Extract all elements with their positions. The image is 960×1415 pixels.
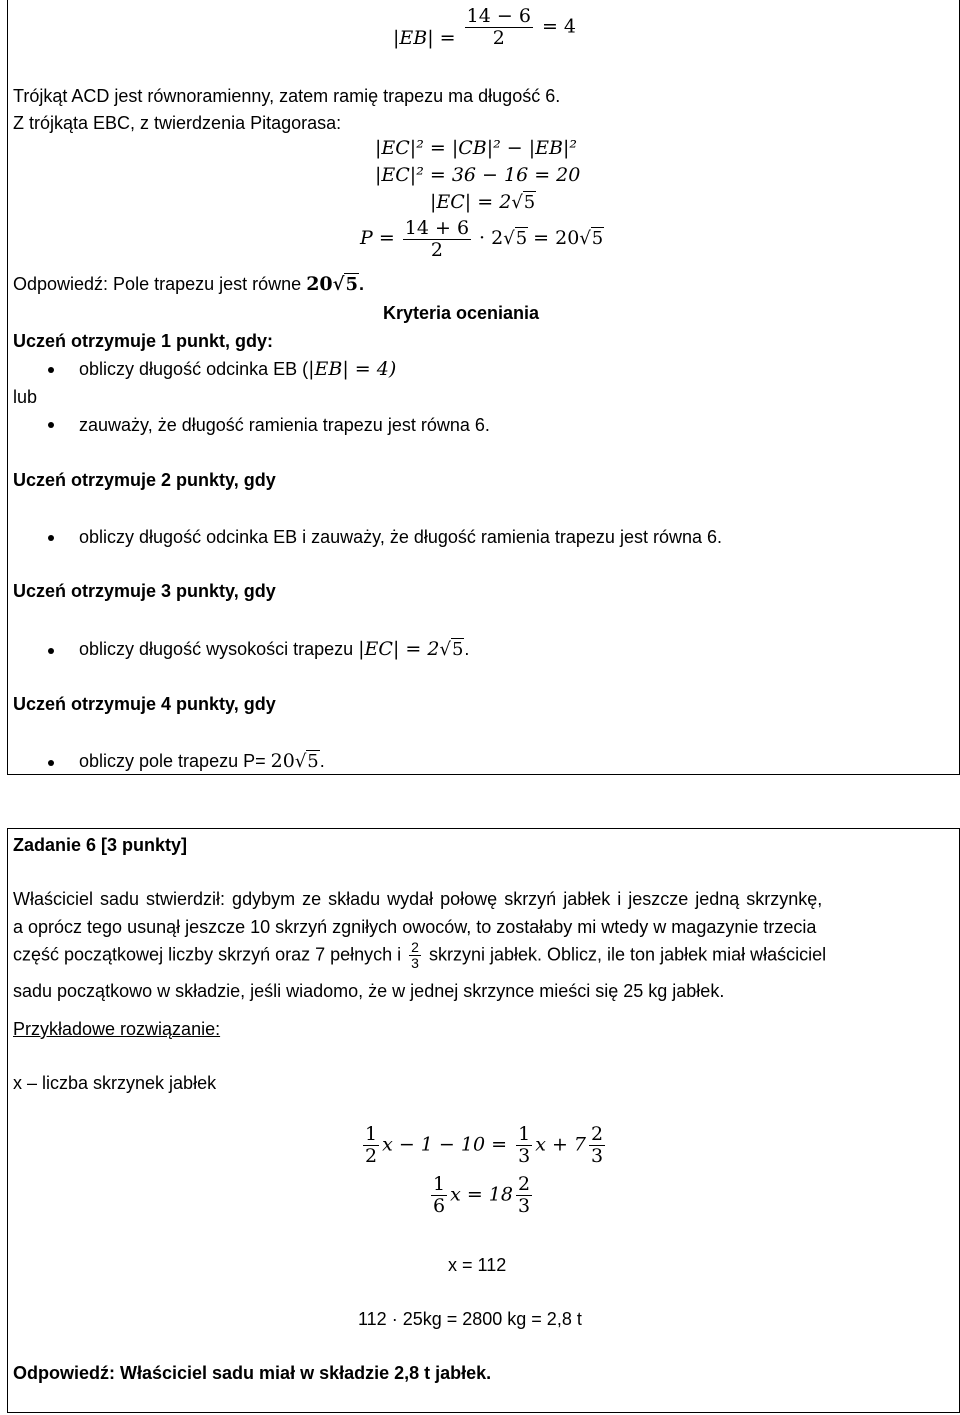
- task-line-3b: skrzyni jabłek. Oblicz, ile ton jabłek miał właściciel: [428, 944, 827, 965]
- criteria-4-item-1-text: obliczy pole trapezu P=: [79, 751, 266, 771]
- equation-a-middle-2: x + 7: [535, 1133, 586, 1156]
- criteria-3-item-1-text: obliczy długość wysokości trapezu: [79, 639, 354, 659]
- fraction-den: 3: [518, 1194, 531, 1217]
- sqrt-symbol: √5: [294, 751, 319, 772]
- criteria-1-or: lub: [13, 387, 38, 407]
- criteria-3-item-1: [79, 640, 469, 659]
- bullet: [48, 648, 54, 654]
- area-fraction-num: 14 + 6: [404, 217, 470, 239]
- area-result: = 20: [533, 227, 580, 250]
- criteria-4-item-1: [79, 752, 325, 771]
- bullet: [48, 760, 54, 766]
- criteria-1-item-2: zauważy, że długość ramienia trapezu jest równa 6.: [79, 415, 490, 435]
- area-equation: [360, 218, 604, 261]
- equation-b: [428, 1174, 535, 1217]
- criteria-3-dot: .: [464, 639, 470, 659]
- eb-fraction: [465, 6, 533, 49]
- two-thirds-fraction: [409, 940, 421, 972]
- final-calculation: 112 · 25kg = 2800 kg = 2,8 t: [358, 1309, 582, 1329]
- task-answer: Odpowiedź: Właściciel sadu miał w składzie 2,8 t jabłek.: [13, 1363, 492, 1383]
- ec-value: [430, 193, 536, 212]
- fraction: [516, 1124, 532, 1167]
- isosceles-statement: Trójkąt ACD jest równoramienny, zatem ramię trapezu ma długość 6.: [13, 86, 561, 106]
- fraction-num: 2: [518, 1173, 531, 1195]
- fraction-den: 2: [365, 1144, 378, 1167]
- answer-radicand: 5: [345, 274, 359, 295]
- task-paragraph-line-1: Właściciel sadu stwierdził: gdybym ze składu wydał połowę skrzyń jabłek i jeszcze jedną skrzynkę,: [13, 889, 823, 909]
- equation-a-middle: x − 1 − 10 =: [382, 1133, 508, 1156]
- criteria-1-item-1-math: |EB| = 4): [308, 358, 397, 380]
- equation-a: [360, 1124, 608, 1167]
- fraction-num: 1: [433, 1173, 446, 1195]
- eb-result: = 4: [541, 15, 577, 38]
- ec-value-left: |EC| = 2: [430, 191, 512, 213]
- area-fraction-den: 2: [430, 238, 443, 261]
- criteria-1-item-1-text: obliczy długość odcinka EB (: [79, 359, 309, 379]
- answer-dot: .: [359, 274, 365, 294]
- variable-definition: x – liczba skrzynek jabłek: [13, 1073, 217, 1093]
- area-label: P =: [360, 227, 395, 250]
- pythagoras-equation-1: |EC|² = |CB|² − |EB|²: [375, 137, 577, 159]
- fraction: [516, 1174, 532, 1217]
- task-paragraph-line-2: a oprócz tego usunął jeszcze 10 skrzyń zgniłych owoców, to zostałaby mi wtedy w magazynie trzecia: [13, 917, 817, 937]
- pythagoras-intro: Z trójkąta EBC, z twierdzenia Pitagorasa:: [13, 113, 342, 133]
- answer-number: 20: [306, 273, 333, 295]
- sqrt-symbol: √5: [579, 228, 604, 250]
- task-line-3a: część początkowej liczby skrzyń oraz 7 pełnych i: [13, 944, 402, 965]
- criteria-4-dot: .: [319, 751, 325, 771]
- criteria-1-heading: Uczeń otrzymuje 1 punkt, gdy:: [13, 331, 274, 351]
- pythagoras-equation-2: |EC|² = 36 − 16 = 20: [375, 164, 581, 186]
- bullet: [48, 422, 54, 428]
- criteria-1-item-1: [79, 360, 396, 379]
- fraction-num: 1: [365, 1123, 378, 1145]
- criteria-4-heading: Uczeń otrzymuje 4 punkty, gdy: [13, 694, 276, 714]
- fraction-num: 1: [518, 1123, 531, 1145]
- fraction-den: 6: [433, 1194, 446, 1217]
- fraction-den: 3: [518, 1144, 531, 1167]
- criteria-title: Kryteria oceniania: [383, 303, 540, 323]
- ec-radicand: 5: [523, 192, 536, 213]
- criteria-3-radicand: 5: [451, 639, 464, 660]
- criteria-4-number: 20: [270, 750, 295, 772]
- answer-text: Odpowiedź: Pole trapezu jest równe: [13, 274, 302, 294]
- criteria-3-heading: Uczeń otrzymuje 3 punkty, gdy: [13, 581, 276, 601]
- fraction-den: 3: [591, 1144, 604, 1167]
- area-multiplier: · 2: [479, 227, 504, 250]
- example-solution-heading: Przykładowe rozwiązanie:: [13, 1019, 221, 1039]
- criteria-2-heading: Uczeń otrzymuje 2 punkty, gdy: [13, 470, 276, 490]
- sqrt-symbol: √5: [503, 228, 528, 250]
- fraction: [363, 1124, 379, 1167]
- criteria-2-item-1: obliczy długość odcinka EB i zauważy, że długość ramienia trapezu jest równa 6.: [79, 527, 722, 547]
- fraction-num: 2: [411, 939, 419, 955]
- task-paragraph-line-3: [13, 940, 826, 972]
- sqrt-symbol: √5: [511, 192, 536, 213]
- area-radicand-2: 5: [591, 228, 604, 250]
- sqrt-symbol: √5: [439, 639, 464, 660]
- criteria-4-radicand: 5: [307, 751, 319, 772]
- area-fraction: [403, 218, 471, 261]
- criteria-3-item-1-math: |EC| = 2: [358, 638, 440, 660]
- fraction: [431, 1174, 447, 1217]
- area-radicand-1: 5: [515, 228, 528, 250]
- bullet: [48, 367, 54, 373]
- x-solution: x = 112: [448, 1255, 507, 1275]
- eb-fraction-den: 2: [492, 26, 505, 49]
- fraction-den: 3: [411, 955, 419, 972]
- eb-label: |EB| =: [393, 27, 456, 50]
- fraction-num: 2: [591, 1123, 604, 1145]
- task-paragraph-line-4: sadu początkowo w składzie, jeśli wiadomo, że w jednej skrzynce mieści się 25 kg jabłek.: [13, 981, 725, 1001]
- bullet: [48, 535, 54, 541]
- task-title: Zadanie 6 [3 punkty]: [13, 835, 188, 855]
- eb-equation: [393, 6, 576, 49]
- equation-b-middle: x = 18: [450, 1183, 513, 1206]
- fraction: [589, 1124, 605, 1167]
- eb-fraction-num: 14 − 6: [466, 5, 531, 27]
- answer-line-1: [13, 275, 364, 294]
- sqrt-symbol: √5: [332, 274, 359, 295]
